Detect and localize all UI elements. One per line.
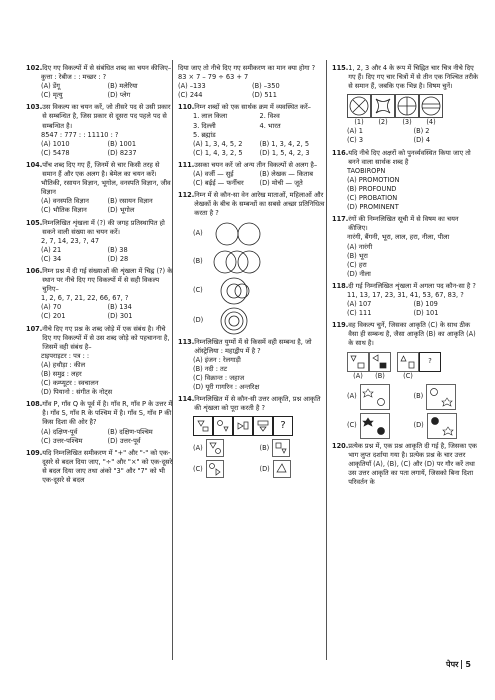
- option-b[interactable]: (B) मलेरिया: [107, 82, 138, 91]
- answer-figure: [360, 413, 390, 439]
- option-c[interactable]: (C) विक्रान्त : जहाज: [193, 373, 245, 382]
- option-a[interactable]: (A) 70: [41, 303, 62, 312]
- option-b[interactable]: (B) भूरा: [347, 251, 368, 260]
- option-a[interactable]: (A) 1010: [41, 139, 70, 148]
- option-b[interactable]: (B) –350: [252, 82, 280, 91]
- venn-option-d[interactable]: (D): [178, 307, 326, 335]
- odd-one-figures: [347, 94, 480, 118]
- figure-2: [371, 94, 395, 118]
- question-106: 106. निम्न प्रश्न में दी गई संख्याओं की शृंखला में चिह्न (?) के स्थान पर नीचे दिए गए विकल्पों में से सही विकल्प चुनिए– 1, 2, 6, 7, 21, 22, 66, 67, ? (A) 70 (B) 134 (C) 201 (D) 301: [26, 266, 173, 321]
- page-footer: [446, 659, 471, 670]
- figure-1: [347, 94, 371, 118]
- option-d[interactable]: (D) पियानो : संगीत के नोट्स: [41, 388, 113, 397]
- venn-diagram: [209, 307, 269, 335]
- answer-figure: [360, 384, 390, 410]
- option-a[interactable]: (A) 1, 3, 4, 5, 2: [193, 139, 243, 148]
- option-a[interactable]: (A) इंजन : रेलगाड़ी: [193, 355, 241, 364]
- answer-option-d[interactable]: (D): [260, 460, 327, 478]
- option-d[interactable]: (D) 301: [107, 312, 133, 321]
- option-c[interactable]: (C) 111: [347, 309, 372, 318]
- figure-c: [397, 352, 419, 372]
- question-103: 103. उस विकल्प का चयन करें, जो तीसरे पद से उसी प्रकार से सम्बन्धित है, जिस प्रकार से दूसरा पद पहले पद से सम्बन्धित है। 8547 : 777 : : 11110 : ? (A) 1010 (B) 1001 (C) 5478 (D) 8237: [26, 103, 174, 158]
- question-107: 107. नीचे दिए गए प्रश्न के शब्द जोड़े में एक संबंध है। नीचे दिए गए विकल्पों में से उस शब्द जोड़े को पहचानना है, जिसमें वही संबंध है– टाइपराइटर : पत्र : : (A) हथौड़ा : कील (B) समुद्र : लहर (C) कम्प्यूटर : स्वचालन (D) पियानो : संगीत के नोट्स: [26, 325, 174, 398]
- option-b[interactable]: (B) लेखक — किताब: [259, 170, 313, 179]
- option-a[interactable]: (A) PROMOTION: [347, 175, 400, 184]
- question-119: 119. वह विकल्प चुनें, जिसका आकृति (C) के साथ ठीक वैसा ही सम्बन्ध है, जैसा आकृति (B) का आकृति (A) के साथ है। ? (A) (B) (C) (A) (B) (C) (D): [332, 321, 480, 438]
- option-d[interactable]: (D) उत्तर-पूर्व: [107, 436, 141, 445]
- option-a[interactable]: (A) वनस्पति विज्ञान: [41, 197, 89, 206]
- venn-diagram: [209, 249, 269, 275]
- problem-figure: [253, 416, 273, 436]
- column-divider: [326, 60, 327, 660]
- option-d[interactable]: (D) नीला: [347, 269, 371, 278]
- option-d[interactable]: (D) 101: [413, 309, 439, 318]
- option-a[interactable]: (A) 1: [347, 127, 363, 136]
- option-c[interactable]: (C) कम्प्यूटर : स्वचालन: [41, 379, 99, 388]
- problem-figure-series: [193, 416, 326, 436]
- problem-figure: [213, 416, 233, 436]
- venn-option-c[interactable]: (C): [178, 277, 326, 305]
- option-a[interactable]: (A) हथौड़ा : कील: [41, 360, 86, 369]
- problem-figure: [193, 416, 213, 436]
- option-c[interactable]: (C) 1, 4, 3, 2, 5: [193, 148, 243, 157]
- answer-option-c[interactable]: (C): [347, 413, 414, 439]
- column-2: [178, 64, 326, 481]
- answer-figure: [206, 439, 224, 457]
- option-c[interactable]: (C) हरा: [347, 260, 367, 269]
- question-118: 118. दी गई निम्नलिखित शृंखला में अगला पद कौन-सा है ? 11, 13, 17, 23, 31, 41, 53, 67, 83, ? (A) 107 (B) 109 (C) 111 (D) 101: [332, 282, 480, 318]
- option-b[interactable]: (B) 1, 3, 4, 2, 5: [259, 139, 310, 148]
- question-104: 104. पाँच शब्द दिए गए हैं, जिनमें से चार किसी तरह से समान हैं और एक अलग है। बेमेल का चयन करें। भौतिकी, रसायन विज्ञान, भूगोल, वनस्पति विज्ञान, जीव विज्ञान (A) वनस्पति विज्ञान (B) रसायन विज्ञान (C) भौतिक विज्ञान (D) भूगोल: [26, 161, 174, 216]
- option-d[interactable]: (D) PROMINENT: [347, 203, 399, 212]
- question-108: 108. गाँव P, गाँव Q के पूर्व में है। गाँव R, गाँव P के उत्तर में है। गाँव S, गाँव R के पश्चिम में है। गाँव S, गाँव P की किस दिशा की ओर है? (A) दक्षिण-पूर्व (B) दक्षिण-पश्चिम (C) उत्तर-पश्चिम (D) उत्तर-पूर्व: [26, 400, 173, 445]
- option-d[interactable]: (D) 28: [107, 254, 129, 263]
- question-116: 116. यदि नीचे दिए अक्षरों को पुनर्व्यवस्थित किया जाए तो बनने वाला सार्थक शब्द है TAOBIROPN (A) PROMOTION (B) PROFOUND (C) PROBATION (D) PROMINENT: [332, 149, 480, 213]
- option-c[interactable]: (C) मृत्यु: [41, 91, 63, 100]
- question-109-continued: दिया जाए तो नीचे दिए गए समीकरण का मान क्या होगा ? 83 × 7 – 79 ÷ 63 + 7 (A) –133 (B) –350 (C) 244 (D) 511: [178, 64, 326, 100]
- page-number: 5: [465, 659, 471, 669]
- option-c[interactable]: (C) 5478: [41, 148, 70, 157]
- question-117: 117. रंगों की निम्नलिखित सूची में से विषम का चयन कीजिए। नारंगी, बैंगनी, भूरा, लाल, हरा, नीला, पीला (A) नारंगी (B) भूरा (C) हरा (D) नीला: [332, 215, 480, 279]
- option-b[interactable]: (B) 109: [413, 300, 438, 309]
- answer-figure: [272, 439, 290, 457]
- answer-figure: [206, 460, 224, 478]
- option-c[interactable]: (C) PROBATION: [347, 194, 398, 203]
- option-a[interactable]: (A) –133: [178, 82, 206, 91]
- venn-option-b[interactable]: (B): [178, 249, 326, 275]
- column-1: [26, 64, 174, 488]
- option-d[interactable]: (D) 1, 5, 4, 2, 3: [259, 148, 310, 157]
- option-b[interactable]: (B) PROFOUND: [347, 184, 397, 193]
- option-a[interactable]: (A) डेंगू: [41, 82, 60, 91]
- question-113: 113. निम्नलिखित युग्मों में से किसमें वही सम्बन्ध है, जो ऑस्ट्रेलिया : महाद्वीप में है ? (A) इंजन : रेलगाड़ी (B) नदी : तट (C) विक्रान्त : जहाज (D) यूरी गागरिन : अन्तरिक्ष: [178, 338, 326, 393]
- option-c[interactable]: (C) भौतिक विज्ञान: [41, 206, 87, 215]
- option-d[interactable]: (D) यूरी गागरिन : अन्तरिक्ष: [193, 382, 260, 391]
- option-a[interactable]: (A) 21: [41, 245, 62, 254]
- figure-3: [395, 94, 419, 118]
- option-c[interactable]: (C) बर्ढ़ई — फर्नीचर: [193, 179, 244, 188]
- missing-figure: ?: [419, 352, 441, 372]
- analogy-figures: [347, 352, 480, 372]
- question-115: 115. 1, 2, 3 और 4 के रूप में चिह्नित चार चित्र नीचे दिए गए हैं। दिए गए चार चित्रों में से तीन एक निश्चित तरीके से समान हैं, जबकि एक भिन्न है। विषम चुनें। (1) (2) (3) (4) (A) 1 (B) 2 (C) 3 (D) 4: [332, 64, 479, 145]
- option-a[interactable]: (A) 107: [347, 300, 372, 309]
- answer-option-b[interactable]: (B): [414, 384, 481, 410]
- answer-figure: [273, 460, 291, 478]
- option-b[interactable]: (B) समुद्र : लहर: [41, 370, 82, 378]
- option-d[interactable]: (D) 511: [252, 91, 277, 100]
- figure-b: [369, 352, 391, 372]
- question-110: 110. निम्न शब्दों को एक सार्थक क्रम में व्यवस्थित करें– 1. लाल किला 2. विश्व 3. दिल्ली 4. भारत 5. ब्रह्मांड (A) 1, 3, 4, 5, 2 (B) 1, 3, 4, 2, 5 (C) 1, 4, 3, 2, 5 (D) 1, 5, 4, 2, 3: [178, 103, 326, 158]
- option-b[interactable]: (B) रसायन विज्ञान: [107, 197, 153, 206]
- option-c[interactable]: (C) उत्तर-पश्चिम: [41, 436, 83, 445]
- answer-option-a[interactable]: (A): [193, 439, 260, 457]
- figure-a: [347, 352, 369, 372]
- option-c[interactable]: (C) 244: [178, 91, 203, 100]
- question-114: 114. निम्नलिखित में से कौन-सी उत्तर आकृति, प्रश्न आकृति की शृंखला को पूरा करती है ? ? (A) (B) (C) (D): [178, 395, 326, 478]
- option-c[interactable]: (C) 3: [347, 136, 364, 145]
- option-b[interactable]: (B) दक्षिण-पश्चिम: [107, 427, 153, 436]
- footer-label: पेपर: [446, 659, 459, 669]
- option-a[interactable]: (A) नारंगी: [347, 242, 373, 251]
- option-d[interactable]: (D) भूगोल: [107, 206, 135, 215]
- question-111: 111. उसका चयन करें जो अन्य तीन विकल्पों से अलग है– (A) वर्जी — सुई (B) लेखक — किताब (C) बर्ढ़ई — फर्नीचर (D) मोची — जूते: [178, 161, 326, 188]
- answer-option-b[interactable]: (B): [260, 439, 327, 457]
- venn-diagram: [209, 221, 269, 247]
- venn-diagram: [209, 277, 269, 305]
- figure-4: [419, 94, 443, 118]
- option-b[interactable]: (B) 1001: [107, 139, 137, 148]
- option-d[interactable]: (D) 4: [413, 136, 431, 145]
- question-102: 102. दिए गए विकल्पों में से संबंधित शब्द का चयन कीजिए– कुत्ता : रेबीज : : मच्छर : ? (A) डेंगू (B) मलेरिया (C) मृत्यु (D) प्लेग: [26, 64, 174, 100]
- option-b[interactable]: (B) नदी : तट: [193, 364, 228, 373]
- question-112: 112. निम्न में से कौन-सा वेन आरेख माताओं, महिलाओं और लेखकों के बीच के सम्बन्धों का सबसे अच्छा प्रतिनिधित्व करता है ? (A) (B) (C) (D): [178, 191, 326, 334]
- option-b[interactable]: (B) 38: [107, 245, 128, 254]
- option-d[interactable]: (D) मोची — जूते: [259, 179, 303, 188]
- question-109: 109. यदि निम्नलिखित समीकरण में "+" और "-" को एक-दूसरे से बदल दिया जाए, "÷" और "×" को एक-दूसरे से बदल दिया जाए तथा अंको "3" और "7" को भी एक-दूसरे से बदल: [26, 448, 173, 485]
- column-3: [332, 64, 480, 490]
- option-a[interactable]: (A) वर्जी — सुई: [193, 170, 234, 179]
- venn-option-a[interactable]: (A): [178, 221, 326, 247]
- option-a[interactable]: (A) दक्षिण-पूर्व: [41, 427, 78, 436]
- option-c[interactable]: (C) 201: [41, 312, 66, 321]
- problem-figure: [233, 416, 253, 436]
- option-b[interactable]: (B) 2: [413, 127, 430, 136]
- question-120: 120. प्रत्येक प्रश्न में, एक प्रश्न आकृति दी गई है, जिसका एक भाग लुप्त दर्शाया गया है। प्रत्येक प्रश्न के चार उत्तर आकृतियाँ (A), (B), (C) और (D) पर गौर करें तथा उस उत्तर आकृति का पता लगायें, जिसको बिना दिशा परिवर्तन के: [332, 441, 477, 486]
- missing-figure: ?: [273, 416, 293, 436]
- answer-option-a[interactable]: (A): [347, 384, 414, 410]
- answer-option-c[interactable]: (C): [193, 460, 260, 478]
- answer-figure: [426, 384, 456, 410]
- option-d[interactable]: (D) प्लेग: [107, 91, 131, 100]
- question-105: 105. निम्नलिखित शृंखला में (?) की जगह प्रतिस्थापित हो सकने वाली संख्या का चयन करें। 2, 7, 14, 23, ?, 47 (A) 21 (B) 38 (C) 34 (D) 28: [26, 219, 174, 264]
- answer-figure: [427, 413, 457, 439]
- option-b[interactable]: (B) 134: [107, 303, 132, 312]
- option-d[interactable]: (D) 8237: [107, 148, 137, 157]
- option-c[interactable]: (C) 34: [41, 254, 62, 263]
- answer-option-d[interactable]: (D): [414, 413, 481, 439]
